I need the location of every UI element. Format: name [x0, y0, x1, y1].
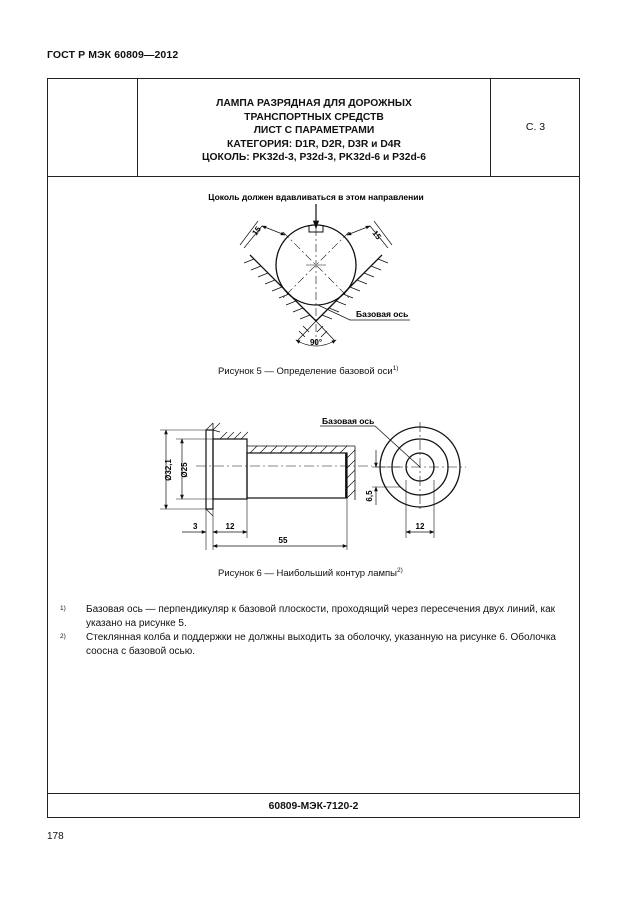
fig5-dim-right: 15	[370, 228, 383, 242]
title-line: ЛИСТ С ПАРАМЕТРАМИ	[253, 125, 375, 136]
standard-label: ГОСТ Р МЭК 60809—2012	[47, 49, 179, 61]
figure6-caption: Рисунок 6 — Наибольший контур лампы$^{2)}$	[218, 567, 403, 580]
fig6-dim-12-right: 12	[415, 522, 425, 531]
title-line: ТРАНСПОРТНЫХ СРЕДСТВ	[244, 111, 384, 123]
fig5-angle: 90°	[309, 338, 323, 347]
fig5-dim-left: 15	[250, 224, 263, 238]
footnote-text: Базовая ось — перпендикуляр к базовой плоскости, проходящий через пересечения двух линий, как указано на рисунке 5.	[86, 604, 556, 629]
figure5-caption: Рисунок 5 — Определение базовой оси$^{1)}$	[218, 365, 399, 378]
fig6-dim-d25: Ø25	[180, 462, 189, 478]
fig5-top-label: Цоколь должен вдавливаться в этом направлении	[208, 192, 424, 202]
fig6-dim-12: 12	[225, 522, 235, 531]
fig5-axis-label: Базовая ось	[356, 309, 409, 319]
footnote-mark: 1)	[60, 605, 66, 612]
footnote-2	[60, 631, 570, 658]
figure5-drawing	[240, 204, 410, 346]
footnote-text: Стеклянная колба и поддержки не должны выходить за оболочку, указанную на рисунке 6. Оболочка соосна с базовой осью.	[86, 632, 556, 657]
title-line: ЛАМПА РАЗРЯДНАЯ ДЛЯ ДОРОЖНЫХ	[216, 98, 412, 109]
fig6-dim-3: 3	[193, 522, 198, 531]
footnote-mark: 2)	[60, 633, 66, 640]
fig6-dim-65: 6,5	[365, 490, 374, 502]
footer-code: 60809-МЭК-7120-2	[48, 793, 579, 819]
sheet-number: С. 3	[525, 121, 546, 133]
fig6-axis-label: Базовая ось	[322, 416, 375, 426]
title-line: ЦОКОЛЬ: PK32d-3, P32d-3, PK32d-6 и P32d-6	[202, 152, 426, 163]
title-line: КАТЕГОРИЯ: D1R, D2R, D3R и D4R	[227, 138, 401, 150]
fig6-dim-55: 55	[278, 536, 288, 545]
page-number: 178	[47, 831, 64, 842]
fig6-dim-d321: Ø32,1	[164, 459, 173, 481]
footnote-1	[60, 603, 570, 630]
